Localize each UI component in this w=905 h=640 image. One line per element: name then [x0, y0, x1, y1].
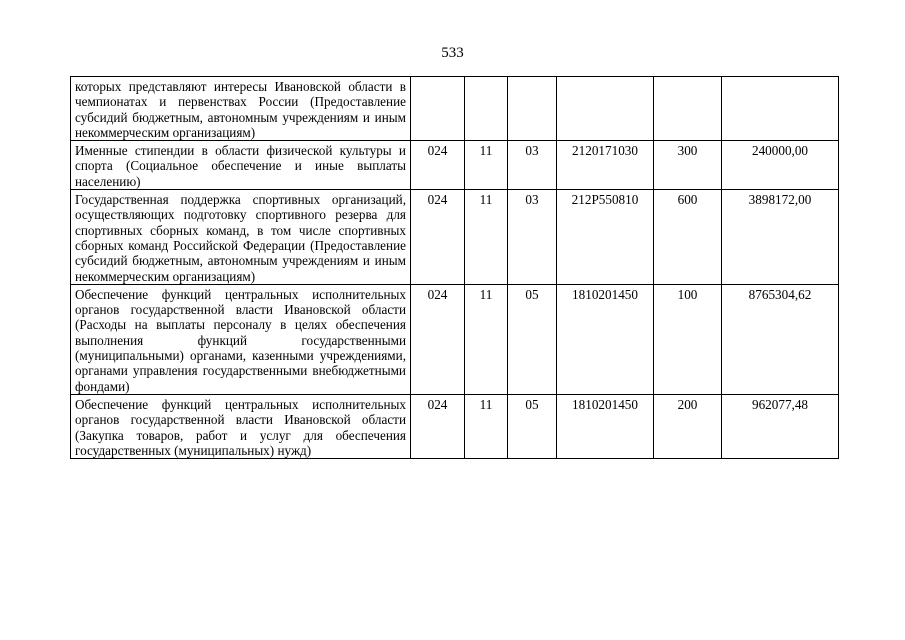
target-article-code: 2120171030	[557, 141, 654, 190]
table-row	[71, 77, 839, 141]
podrazdel-code: 03	[508, 141, 557, 190]
expense-type-code: 600	[654, 190, 722, 285]
podrazdel-code: 05	[508, 284, 557, 394]
amount: 240000,00	[722, 141, 839, 190]
target-article-code: 212P550810	[557, 190, 654, 285]
row-description: Государственная поддержка спортивных организаций, осуществляющих подготовку спортивного резерва для спортивных сборных команд, в том числе спортивных сборных команд Российской Федерации (Предоставление субсидий бюджетным, автономным учреждениям и иным некоммерческим организациям)	[71, 190, 411, 285]
podrazdel-code	[508, 77, 557, 141]
grbs-code: 024	[411, 394, 465, 458]
budget-table	[70, 76, 839, 459]
razdel-code: 11	[465, 394, 508, 458]
amount: 8765304,62	[722, 284, 839, 394]
row-description: Обеспечение функций центральных исполнительных органов государственной власти Ивановской области (Закупка товаров, работ и услуг для обеспечения государственных (муниципальных) нужд)	[71, 394, 411, 458]
target-article-code: 1810201450	[557, 394, 654, 458]
amount	[722, 77, 839, 141]
razdel-code	[465, 77, 508, 141]
podrazdel-code: 03	[508, 190, 557, 285]
podrazdel-code: 05	[508, 394, 557, 458]
amount: 3898172,00	[722, 190, 839, 285]
target-article-code: 1810201450	[557, 284, 654, 394]
table-row	[71, 284, 839, 394]
table-row	[71, 394, 839, 458]
razdel-code: 11	[465, 141, 508, 190]
amount: 962077,48	[722, 394, 839, 458]
expense-type-code: 300	[654, 141, 722, 190]
row-description: Обеспечение функций центральных исполнительных органов государственной власти Ивановской области (Расходы на выплаты персоналу в целях обеспечения выполнения функций государственными (муниципальными) органами, казенными учреждениями, органами управления государственными внебюджетными фондами)	[71, 284, 411, 394]
expense-type-code: 100	[654, 284, 722, 394]
row-description: которых представляют интересы Ивановской области в чемпионатах и первенствах России (Предоставление субсидий бюджетным, автономным учреждениям и иным некоммерческим организациям)	[71, 77, 411, 141]
expense-type-code	[654, 77, 722, 141]
grbs-code: 024	[411, 141, 465, 190]
grbs-code: 024	[411, 284, 465, 394]
row-description: Именные стипендии в области физической культуры и спорта (Социальное обеспечение и иные выплаты населению)	[71, 141, 411, 190]
expense-type-code: 200	[654, 394, 722, 458]
razdel-code: 11	[465, 284, 508, 394]
table-row	[71, 141, 839, 190]
table-row	[71, 190, 839, 285]
target-article-code	[557, 77, 654, 141]
razdel-code: 11	[465, 190, 508, 285]
page-number: 533	[441, 45, 464, 61]
grbs-code: 024	[411, 190, 465, 285]
grbs-code	[411, 77, 465, 141]
